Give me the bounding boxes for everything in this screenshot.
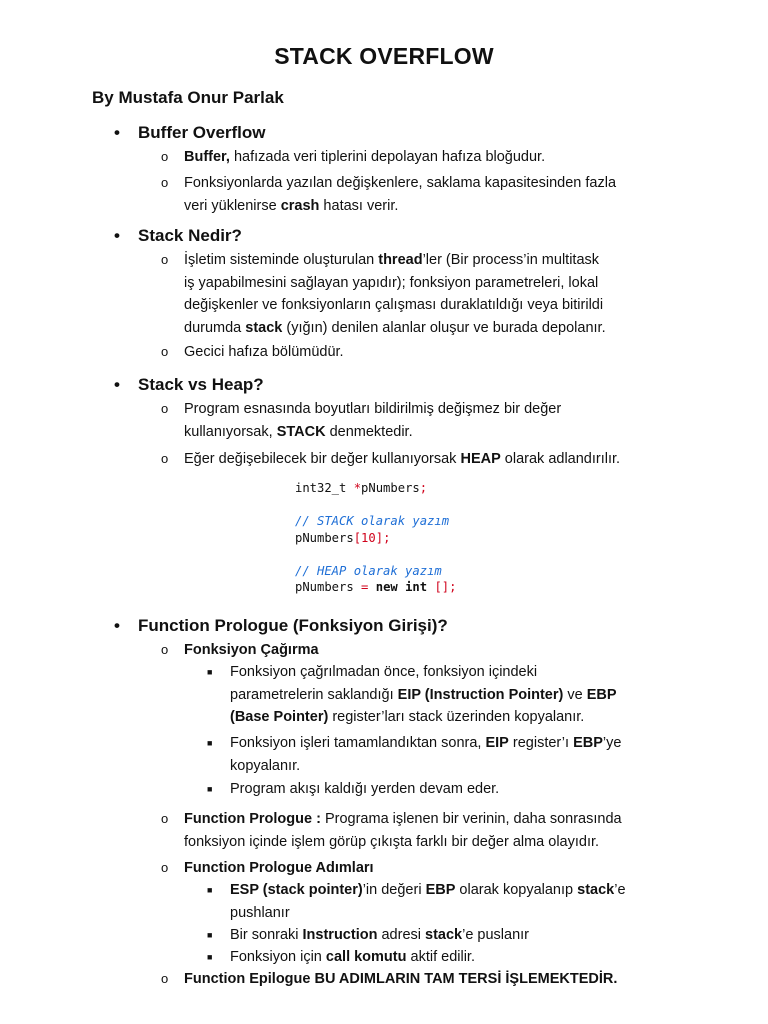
- sub-list-item: ■ Fonksiyon çağrılmadan önce, fonksiyon içindeki parametrelerin saklandığı EIP (Instruction Pointer) ve EBP (Base Pointer) register’ları stack üzerinden kopyalanır.: [230, 661, 690, 729]
- sub-list-item: ■ Fonksiyon için call komutu aktif edilir.: [230, 946, 690, 969]
- bullet-disc: •: [114, 616, 120, 635]
- list-item: o Program esnasında boyutları bildirilmiş değişmez bir değer kullanıyorsak, STACK denmektedir.: [184, 398, 684, 443]
- document-title: STACK OVERFLOW: [274, 43, 494, 69]
- bullet-square: ■: [207, 784, 213, 794]
- list-item: o Fonksiyon Çağırma: [184, 639, 684, 662]
- list-item: o İşletim sisteminde oluşturulan thread’ler (Bir process’in multitask iş yapabilmesini sağlayan yapıdır); fonksiyon parametreleri, lokal değişkenler ve fonksiyonların çalışması duraklatıldığı veya bitirildi durumda stack (yığın) denilen alanlar oluşur ve burada depolanır.: [184, 249, 684, 339]
- sub-list-item: ■ ESP (stack pointer)’in değeri EBP olarak kopyalanıp stack’e pushlanır: [230, 879, 690, 924]
- list-item: o Eğer değişebilecek bir değer kullanıyorsak HEAP olarak adlandırılır.: [184, 448, 684, 471]
- bullet-circle: o: [161, 401, 169, 416]
- author-line: By Mustafa Onur Parlak: [92, 88, 284, 107]
- heading-stack-nedir: • Stack Nedir?: [114, 226, 242, 245]
- list-item: o Fonksiyonlarda yazılan değişkenlere, saklama kapasitesinden fazla veri yüklenirse crash hatası verir.: [184, 172, 684, 217]
- list-item: o Buffer, hafızada veri tiplerini depolayan hafıza bloğudur.: [184, 146, 684, 169]
- heading-stack-vs-heap: • Stack vs Heap?: [114, 375, 264, 394]
- heading-buffer-overflow: • Buffer Overflow: [114, 123, 266, 142]
- bullet-circle: o: [161, 642, 169, 657]
- code-line: pNumbers[10];: [295, 530, 391, 545]
- sub-list-item: ■ Program akışı kaldığı yerden devam eder.: [230, 778, 690, 801]
- sub-list-item: ■ Fonksiyon işleri tamamlandıktan sonra, EIP register’ı EBP’ye kopyalanır.: [230, 732, 690, 777]
- bullet-circle: o: [161, 451, 169, 466]
- bullet-circle: o: [161, 344, 169, 359]
- bullet-square: ■: [207, 738, 213, 748]
- bullet-circle: o: [161, 149, 169, 164]
- bullet-disc: •: [114, 123, 120, 142]
- bullet-square: ■: [207, 952, 213, 962]
- bullet-circle: o: [161, 860, 169, 875]
- code-line: pNumbers = new int [];: [295, 580, 457, 594]
- list-item: o Function Prologue : Programa işlenen bir verinin, daha sonrasında fonksiyon içinde işlem görüp çıkışta farklı bir değer alma olayıdır.: [184, 808, 684, 853]
- bullet-square: ■: [207, 885, 213, 895]
- bullet-circle: o: [161, 175, 169, 190]
- bullet-circle: o: [161, 252, 169, 267]
- code-comment: // STACK olarak yazım: [295, 514, 450, 528]
- bullet-square: ■: [207, 930, 213, 940]
- list-item: o Gecici hafıza bölümüdür.: [184, 341, 684, 364]
- bullet-circle: o: [161, 811, 169, 826]
- code-snippet: [295, 480, 456, 596]
- list-item: o Function Epilogue BU ADIMLARIN TAM TERSİ İŞLEMEKTEDİR.: [184, 968, 684, 991]
- bullet-circle: o: [161, 971, 169, 986]
- heading-function-prologue: • Function Prologue (Fonksiyon Girişi)?: [114, 616, 448, 635]
- bullet-disc: •: [114, 226, 120, 245]
- bullet-square: ■: [207, 667, 213, 677]
- code-comment: // HEAP olarak yazım: [295, 563, 442, 578]
- sub-list-item: ■ Bir sonraki Instruction adresi stack’e puslanır: [230, 924, 690, 947]
- list-item: o Function Prologue Adımları: [184, 857, 684, 880]
- bullet-disc: •: [114, 375, 120, 394]
- code-line: int32_t *pNumbers;: [295, 481, 428, 495]
